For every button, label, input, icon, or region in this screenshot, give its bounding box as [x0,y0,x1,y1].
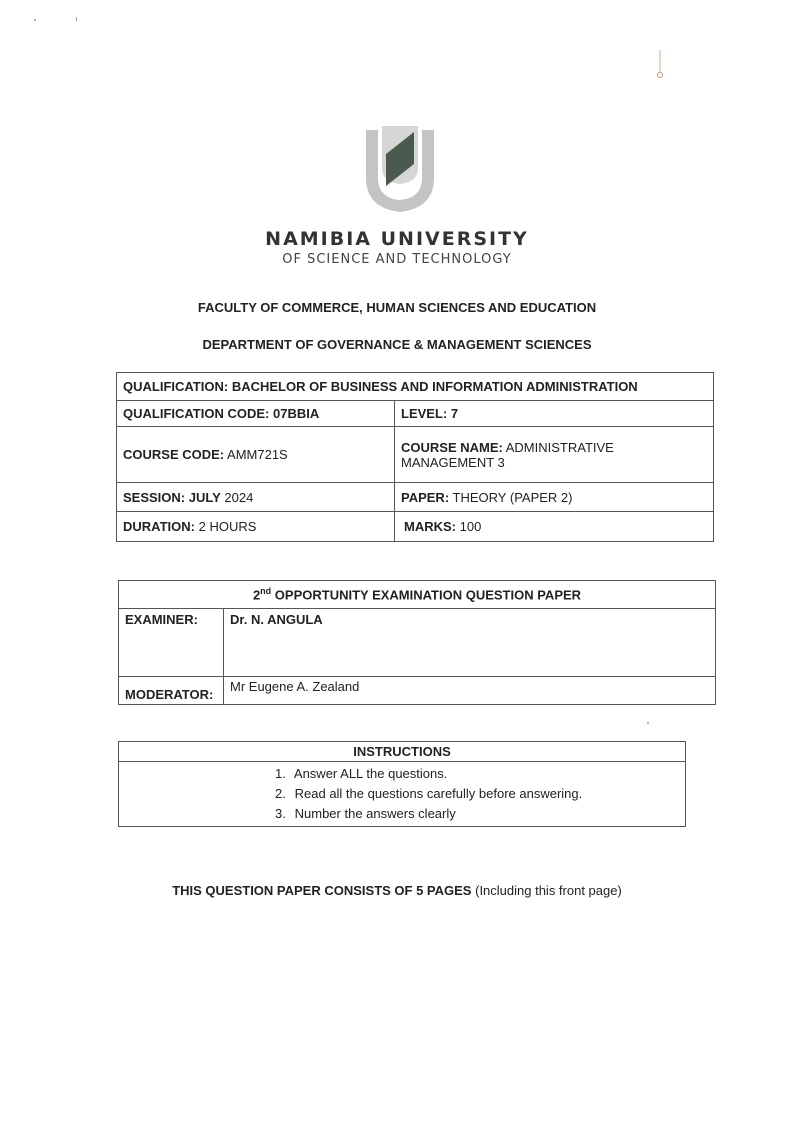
paper-label: PAPER: [401,489,450,505]
list-item [119,784,685,804]
list-item-number: 2. [275,786,286,801]
session-year: 2024 [224,489,254,505]
table-row [119,762,686,827]
qualification-code-cell [117,401,395,427]
table-row [117,427,714,483]
department-heading: DEPARTMENT OF GOVERNANCE & MANAGEMENT SCIENCES [202,337,592,352]
faculty-heading: FACULTY OF COMMERCE, HUMAN SCIENCES AND EDUCATION [197,300,597,315]
level-value: 7 [450,406,459,421]
exam-title-superscript: nd [260,586,272,597]
scan-speck [647,722,649,724]
page-count-note [0,883,794,898]
table-row [119,742,686,762]
course-code-value: AMM721S [227,447,288,462]
marks-cell [395,512,714,542]
university-name: NAMIBIA UNIVERSITY [265,228,529,250]
list-item-text: Number the answers clearly [294,806,456,821]
exam-title-text: OPPORTUNITY EXAMINATION QUESTION PAPER [274,587,582,603]
examiner-value: Dr. N. ANGULA [224,609,716,677]
scan-speck [34,19,36,21]
table-row [119,581,716,609]
instructions-title: INSTRUCTIONS [119,742,686,762]
course-name-cell [395,427,714,483]
pen-mark [656,50,664,80]
qualification-label: QUALIFICATION: [123,379,229,394]
paper-value: THEORY (PAPER 2) [452,489,573,505]
marks-label: MARKS: [404,519,456,534]
list-item [119,764,685,784]
duration-cell [117,512,395,542]
university-logo [360,120,440,216]
session-cell [117,483,395,512]
marks-value: 100 [459,519,482,534]
list-item-text: Answer ALL the questions. [293,766,448,781]
session-label: SESSION: [123,489,186,505]
page-count-normal: (Including this front page) [475,883,622,898]
level-cell [395,401,714,427]
moderator-value: Mr Eugene A. Zealand [224,677,716,705]
scan-speck [76,17,77,21]
qualification-value: BACHELOR OF BUSINESS AND INFORMATION ADMINISTRATION [231,379,638,394]
table-row [117,483,714,512]
examination-table [118,580,716,705]
course-info-table [116,372,714,542]
course-code-label: COURSE CODE: [123,447,225,462]
examiner-label: EXAMINER: [119,609,224,677]
table-row [117,512,714,542]
instructions-list-cell [119,762,686,827]
list-item-number: 3. [275,806,286,821]
list-item [119,804,685,824]
list-item-number: 1. [275,766,286,781]
exam-title-number: 2 [252,587,261,603]
table-row [119,609,716,677]
page-count-bold: THIS QUESTION PAPER CONSISTS OF 5 PAGES [172,883,472,898]
exam-title-cell [119,581,716,609]
moderator-label: MODERATOR: [119,677,224,705]
instructions-table [118,741,686,827]
course-code-cell [117,427,395,483]
session-month: JULY [188,489,221,505]
qualification-code-value: 07BBIA [272,406,320,421]
course-name-value: ADMINISTRATIVE MANAGEMENT 3 [401,439,614,470]
table-row [117,373,714,401]
table-row [117,401,714,427]
level-label: LEVEL: [401,406,448,421]
paper-cell [395,483,714,512]
course-name-label: COURSE NAME: [401,439,503,455]
instructions-list [119,762,685,826]
qualification-cell [117,373,714,401]
table-row [119,677,716,705]
qualification-code-label: QUALIFICATION CODE: [123,406,270,421]
duration-value: 2 HOURS [198,519,257,534]
list-item-text: Read all the questions carefully before answering. [294,786,583,801]
duration-label: DURATION: [123,519,195,534]
university-subtitle: OF SCIENCE AND TECHNOLOGY [282,252,512,267]
